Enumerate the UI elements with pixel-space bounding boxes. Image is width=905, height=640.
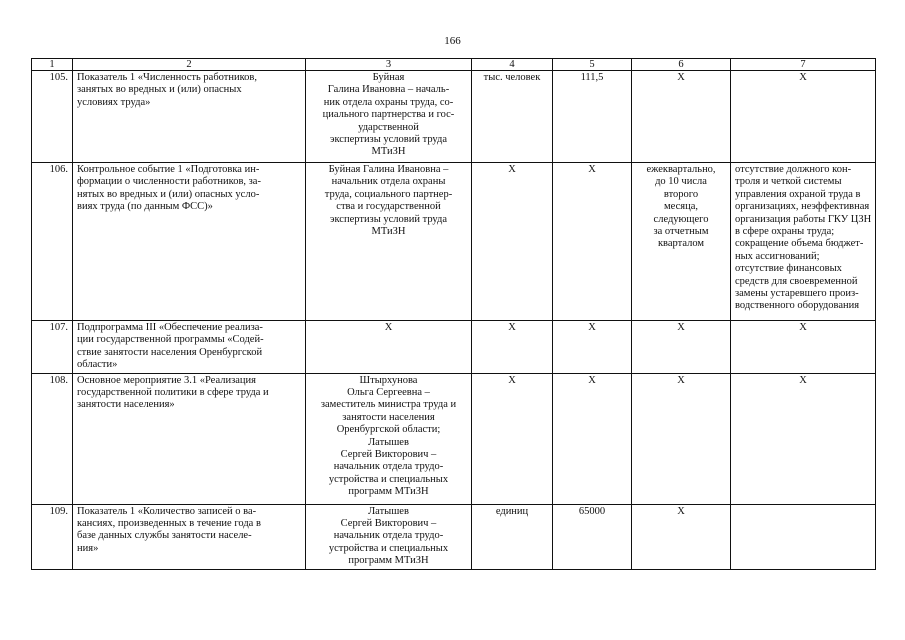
responsible-cell [306,71,472,163]
cell-text-line: заместитель министра труда и [320,399,457,411]
deadline-cell [632,71,731,163]
cell-text-line: Латышев [368,505,409,517]
deadline-cell [632,321,731,374]
cell-text-line: X [508,164,516,175]
cell-text-line: занятых во вредных и (или) опасных [77,84,242,96]
cell-text-line: программ МТиЗН [348,555,429,567]
cell-text-line: ежеквартально, [646,164,716,175]
value-cell [553,373,632,504]
cell-text-line: организациях, неэффективная [735,201,870,213]
cell-text-line: за отчетным [653,226,709,238]
cell-text-line: X [508,322,516,333]
risks-cell [731,71,876,163]
column-header: 6 [632,59,731,71]
cell-text-line: X [799,374,807,386]
value-cell [553,163,632,321]
cell-text-line: ных ассигнований; [735,250,820,262]
cell-text-line: X [677,505,685,517]
value-cell [553,71,632,163]
cell-text-line: ции государственной программы «Содей- [77,334,264,346]
cell-text-line: труда, социального партнер- [324,188,453,200]
cell-text-line: организация работы ГКУ ЦЗН [735,213,872,225]
cell-text-line: циального партнерства и гос- [322,109,455,121]
cell-text-line: начальник отдела трудо- [333,461,444,473]
cell-text-line: экспертизы условий труда [329,134,448,146]
cell-text-line: базе данных службы занятости населе- [77,530,252,542]
cell-text-line: Оренбургской области; [336,424,441,436]
cell-text-line: в сфере охраны труда; [735,226,835,238]
cell-text-line: следующего [653,213,709,225]
cell-text-line: водственного оборудования [735,300,860,312]
row-number-cell: 109. [32,504,73,569]
cell-text-line: начальник отдела трудо- [333,530,444,542]
cell-text-line: формации о численности работников, за- [77,176,261,188]
page-number: 166 [444,35,461,47]
cell-text-line: X [677,72,685,83]
unit-cell [472,71,553,163]
risks-cell [731,504,876,569]
cell-text-line: X [588,374,596,386]
cell-text-line: X [799,322,807,333]
cell-text-line: Показатель 1 «Численность работников, [77,72,258,83]
table-row [32,504,876,569]
cell-text-line: единиц [495,505,529,517]
unit-cell [472,504,553,569]
cell-text-line: условиях труда» [77,96,151,108]
cell-text-line: области» [77,359,118,371]
item-name-cell [73,373,306,504]
cell-text-line: Галина Ивановна – началь- [327,84,450,96]
cell-text-line: кансиях, произведенных в течение года в [77,518,261,530]
cell-text-line: Контрольное событие 1 «Подготовка ин- [77,164,260,175]
cell-text-line: управления охраной труда в [735,188,861,200]
cell-text-line: Подпрограмма III «Обеспечение реализа- [77,322,263,333]
cell-text-line: замены устаревшего произ- [735,288,859,300]
cell-text-line: экспертизы условий труда [329,213,448,225]
cell-text-line: отсутствие должного кон- [735,164,852,175]
responsible-cell [306,163,472,321]
cell-text-line: ударственной [358,121,419,133]
cell-text-line: 65000 [578,505,606,517]
activities-table [31,58,876,570]
responsible-cell [306,321,472,374]
risks-cell [731,163,876,321]
cell-text-line: Буйная [372,72,405,83]
cell-text-line: начальник отдела охраны [331,176,446,188]
risks-cell [731,321,876,374]
cell-text-line: ствие занятости населения Оренбургской [77,346,263,358]
responsible-cell [306,373,472,504]
row-number-cell: 105. [32,71,73,163]
row-number-cell: 108. [32,373,73,504]
cell-text-line: кварталом [657,238,705,250]
column-header: 5 [553,59,632,71]
cell-text-line: X [677,322,685,333]
cell-text-line: занятости населения [342,411,435,423]
cell-text-line: виях труда (по данным ФСС)» [77,201,213,213]
cell-text-line: тыс. человек [483,72,541,83]
cell-text-line: Основное мероприятие 3.1 «Реализация [77,374,256,386]
cell-text-line: Сергей Викторович – [340,518,437,530]
cell-text-line: Показатель 1 «Количество записей о ва- [77,505,257,517]
cell-text-line: Сергей Викторович – [340,449,437,461]
cell-text-line: до 10 числа [655,176,707,188]
cell-text-line: X [384,322,393,333]
cell-text-line: 111,5 [580,72,604,83]
column-number-row [32,59,876,71]
column-header: 7 [731,59,876,71]
cell-text-line: ния» [77,542,99,554]
cell-text-line: X [508,374,516,386]
cell-text-line: нятых во вредных и (или) опасных усло- [77,188,260,200]
cell-text-line: ник отдела охраны труда, со- [323,96,454,108]
table-row [32,71,876,163]
item-name-cell [73,321,306,374]
cell-text-line: Латышев [368,436,409,448]
value-cell [553,504,632,569]
cell-text-line: X [588,164,596,175]
cell-text-line: средств для своевременной [735,275,858,287]
unit-cell [472,373,553,504]
cell-text-line: сокращение объема бюджет- [735,238,864,250]
row-number-cell: 107. [32,321,73,374]
cell-text-line: Ольга Сергеевна – [347,387,430,399]
value-cell [553,321,632,374]
deadline-cell [632,373,731,504]
risks-cell [731,373,876,504]
cell-text-line: второго [663,188,699,200]
cell-text-line: месяца, [664,201,698,213]
cell-text-line: X [588,322,596,333]
table-row [32,373,876,504]
table-row [32,163,876,321]
table-row [32,321,876,374]
cell-text-line: МТиЗН [371,146,406,158]
cell-text-line: программ МТиЗН [348,486,429,498]
deadline-cell [632,163,731,321]
unit-cell [472,163,553,321]
cell-text-line: занятости населения» [77,399,175,411]
cell-text-line: троля и четкой системы [735,176,842,188]
cell-text-line: Штырхунова [359,374,418,386]
cell-text-line: Буйная Галина Ивановна – [328,164,449,175]
column-header: 3 [306,59,472,71]
item-name-cell [73,163,306,321]
cell-text-line: отсутствие финансовых [735,263,842,275]
item-name-cell [73,504,306,569]
column-header: 2 [73,59,306,71]
cell-text-line: устройства и специальных [328,542,449,554]
unit-cell [472,321,553,374]
cell-text-line: ства и государственной [336,201,441,213]
cell-text-line: государственной политики в сфере труда и [77,387,269,399]
cell-text-line: МТиЗН [371,226,406,238]
cell-text-line: устройства и специальных [328,473,449,485]
column-header: 1 [32,59,73,71]
deadline-cell [632,504,731,569]
column-header: 4 [472,59,553,71]
cell-text-line: X [677,374,685,386]
cell-text-line: X [799,72,807,83]
item-name-cell [73,71,306,163]
row-number-cell: 106. [32,163,73,321]
responsible-cell [306,504,472,569]
